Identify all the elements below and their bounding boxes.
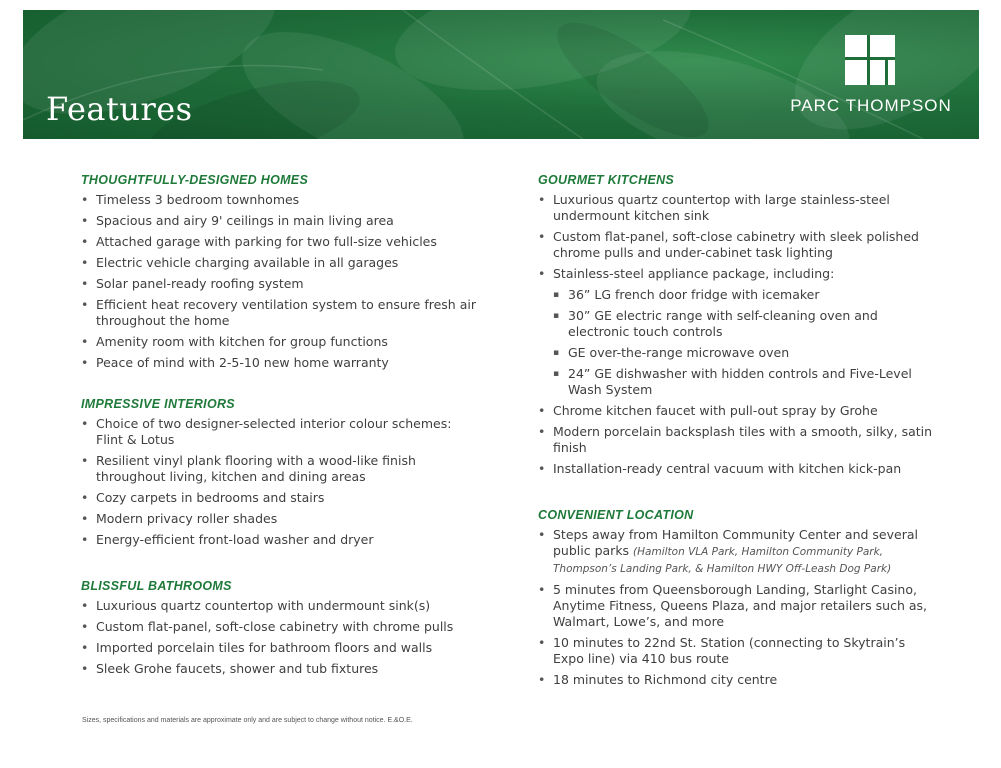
list-item: • Amenity room with kitchen for group functions [81,334,481,350]
list-item: • Installation-ready central vacuum with kitchen kick-pan [538,461,938,477]
sub-list-item: ▪ 24” GE dishwasher with hidden controls and Five-Level Wash System [553,366,938,398]
right-column [538,172,938,693]
list-item: • Cozy carpets in bedrooms and stairs [81,490,481,506]
kitchens-list [538,192,938,477]
section-heading-location: CONVENIENT LOCATION [538,508,694,522]
list-item [538,527,938,577]
location-list [538,527,938,688]
parks-note: (Hamilton VLA Park, Hamilton Community Park, Thompson’s Landing Park, & Hamilton HWY Off-Leash Dog Park) [553,546,892,575]
header-banner [23,10,979,139]
list-item-text: Steps away from Hamilton Community Center and several public parks [553,527,918,558]
section-heading-homes: THOUGHTFULLY-DESIGNED HOMES [81,173,309,187]
list-item: • Luxurious quartz countertop with large stainless-steel undermount kitchen sink [538,192,938,224]
list-item: • Choice of two designer-selected interior colour schemes: Flint & Lotus [81,416,481,448]
list-item: • Custom flat-panel, soft-close cabinetry with sleek polished chrome pulls and under-cabinet task lighting [538,229,938,261]
bathrooms-list [81,598,481,677]
list-item: • Sleek Grohe faucets, shower and tub fixtures [81,661,481,677]
section-heading-bathrooms: BLISSFUL BATHROOMS [81,579,232,593]
list-item: • Timeless 3 bedroom townhomes [81,192,481,208]
sub-list-item: ▪ GE over-the-range microwave oven [553,345,938,361]
list-item: • Stainless-steel appliance package, including: [538,266,938,282]
list-item: • Efficient heat recovery ventilation system to ensure fresh air throughout the home [81,297,481,329]
parc-thompson-logo-icon [845,35,895,85]
brand-name: PARC THOMPSON [790,96,952,115]
sub-list-item: ▪ 36” LG french door fridge with icemaker [553,287,938,303]
left-column [81,172,481,682]
section-heading-interiors: IMPRESSIVE INTERIORS [81,397,235,411]
list-item: • Solar panel-ready roofing system [81,276,481,292]
list-item: • Peace of mind with 2-5-10 new home warranty [81,355,481,371]
sub-list-item: ▪ 30” GE electric range with self-cleaning oven and electronic touch controls [553,308,938,340]
list-item: • 10 minutes to 22nd St. Station (connecting to Skytrain’s Expo line) via 410 bus route [538,635,938,667]
list-item: • Resilient vinyl plank flooring with a wood-like finish throughout living, kitchen and dining areas [81,453,481,485]
list-item: • Luxurious quartz countertop with undermount sink(s) [81,598,481,614]
homes-list [81,192,481,371]
list-item: • Chrome kitchen faucet with pull-out spray by Grohe [538,403,938,419]
page-title: Features [46,90,193,128]
list-item: • Modern privacy roller shades [81,511,481,527]
list-item: • Spacious and airy 9' ceilings in main living area [81,213,481,229]
list-item: • Custom flat-panel, soft-close cabinetry with chrome pulls [81,619,481,635]
list-item: • 18 minutes to Richmond city centre [538,672,938,688]
disclaimer: Sizes, specifications and materials are approximate only and are subject to change without notice. E.&O.E. [82,717,413,724]
list-item: • Imported porcelain tiles for bathroom floors and walls [81,640,481,656]
list-item: • Electric vehicle charging available in all garages [81,255,481,271]
section-heading-kitchens: GOURMET KITCHENS [538,173,675,187]
list-item: • Modern porcelain backsplash tiles with a smooth, silky, satin finish [538,424,938,456]
list-item: • 5 minutes from Queensborough Landing, Starlight Casino, Anytime Fitness, Queens Plaza, and major retailers such as, Walmart, Lowe’s, and more [538,582,938,630]
list-item: • Attached garage with parking for two full-size vehicles [81,234,481,250]
list-item: • Energy-efficient front-load washer and dryer [81,532,481,548]
interiors-list [81,416,481,548]
